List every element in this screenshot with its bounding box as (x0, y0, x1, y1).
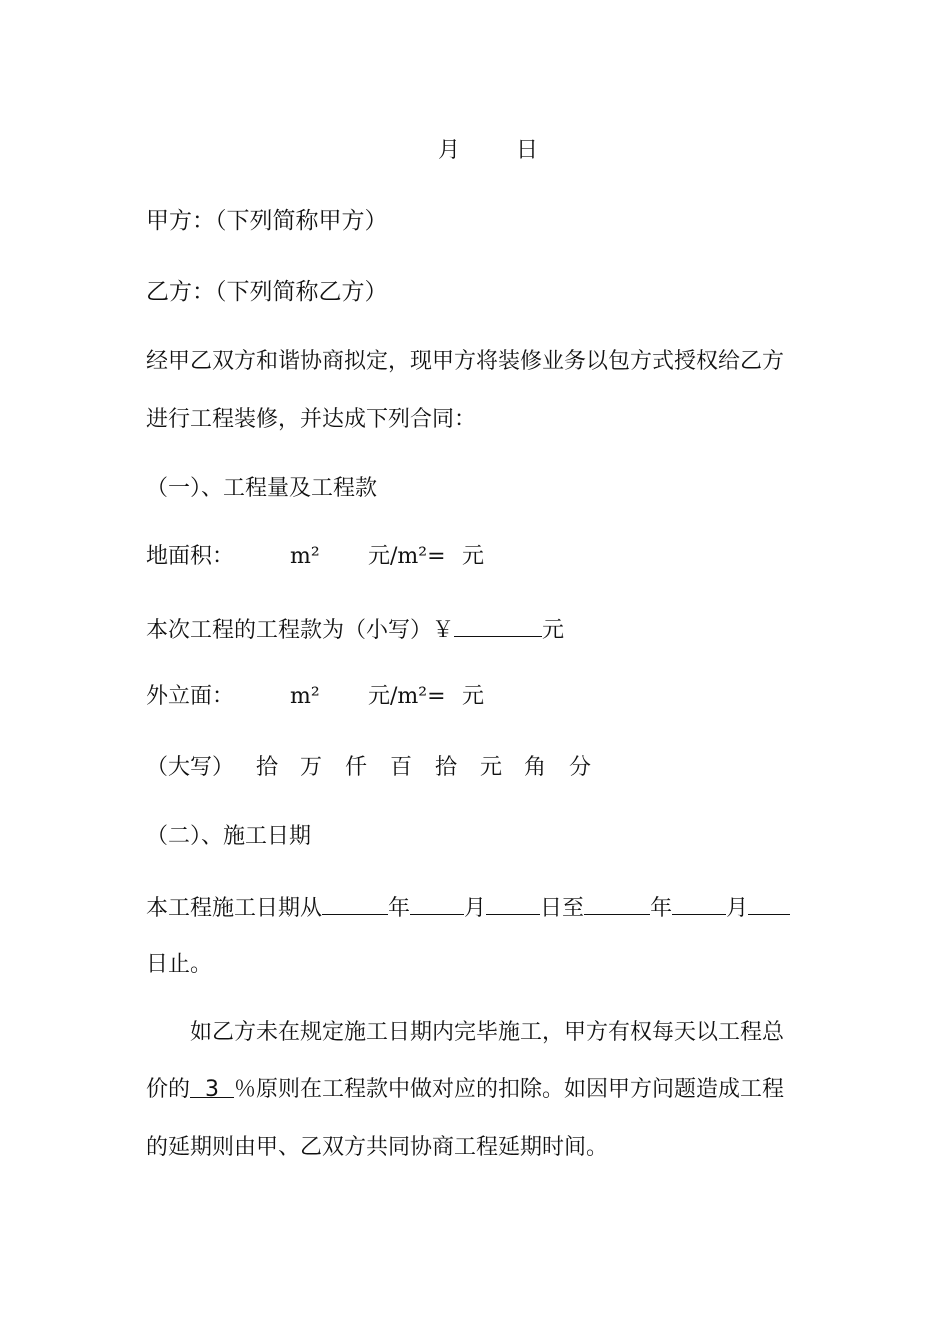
intro-line-1: 经甲乙双方和谐协商拟定，现甲方将装修业务以包方式授权给乙方 (146, 349, 785, 374)
total-small-row (146, 614, 564, 646)
period-start: 本工程施工日期从 (146, 896, 323, 921)
end-year-blank[interactable] (584, 892, 650, 915)
floor-area-label: 地面积： (146, 544, 235, 569)
period-day-to: 日至 (540, 896, 585, 921)
penalty-line-1: 如乙方未在规定施工日期内完毕施工，甲方有权每天以工程总 (190, 1020, 785, 1045)
capital-unit-fen: 分 (569, 755, 592, 780)
header-day: 日 (516, 138, 539, 163)
floor-total-unit: 元 (462, 544, 485, 569)
period-year: 年 (388, 896, 411, 921)
total-capital-label: （大写） (146, 755, 235, 780)
party-b: 乙方：（下列简称乙方） (146, 279, 388, 305)
penalty-line-2 (146, 1075, 784, 1105)
capital-unit-shi-2: 拾 (435, 755, 458, 780)
penalty-line-3: 的延期则由甲、乙双方共同协商工程延期时间。 (146, 1135, 609, 1160)
capital-unit-yuan: 元 (480, 755, 503, 780)
floor-area-unit: m² (290, 544, 320, 569)
period-end: 日止。 (146, 952, 213, 977)
period-month: 月 (464, 896, 487, 921)
capital-unit-qian: 仟 (345, 755, 368, 780)
header-date (438, 136, 538, 166)
header-month: 月 (438, 138, 461, 163)
facade-total-unit: 元 (462, 684, 485, 709)
party-a: 甲方：（下列简称甲方） (146, 208, 388, 234)
floor-price-unit: 元/m²= (368, 544, 446, 569)
capital-unit-wan: 万 (300, 755, 323, 780)
start-month-blank[interactable] (410, 892, 464, 915)
period-year-2: 年 (650, 896, 673, 921)
facade-area-unit: m² (290, 684, 320, 709)
capital-unit-shi: 拾 (256, 755, 279, 780)
facade-row (146, 682, 546, 712)
start-day-blank[interactable] (486, 892, 540, 915)
period-row (146, 892, 790, 924)
section1-title: （一）、工程量及工程款 (146, 476, 378, 501)
start-year-blank[interactable] (322, 892, 388, 915)
intro-line-2: 进行工程装修，并达成下列合同： (146, 407, 477, 432)
penalty-suffix: ％原则在工程款中做对应的扣除。如因甲方问题造成工程 (234, 1077, 785, 1102)
total-small-suffix: 元 (542, 618, 565, 643)
total-small-blank[interactable] (454, 614, 542, 637)
section2-title: （二）、施工日期 (146, 824, 312, 849)
capital-unit-jiao: 角 (524, 755, 547, 780)
facade-label: 外立面： (146, 684, 235, 709)
floor-area-row (146, 542, 546, 572)
penalty-rate[interactable]: 3 (190, 1075, 234, 1098)
total-small-text: 本次工程的工程款为（小写）￥ (146, 618, 455, 643)
total-capital-row (146, 753, 626, 783)
facade-price-unit: 元/m²= (368, 684, 446, 709)
capital-unit-bai: 百 (390, 755, 413, 780)
end-day-blank[interactable] (748, 892, 790, 915)
penalty-prefix: 价的 (146, 1077, 191, 1102)
end-month-blank[interactable] (672, 892, 726, 915)
period-month-2: 月 (726, 896, 749, 921)
